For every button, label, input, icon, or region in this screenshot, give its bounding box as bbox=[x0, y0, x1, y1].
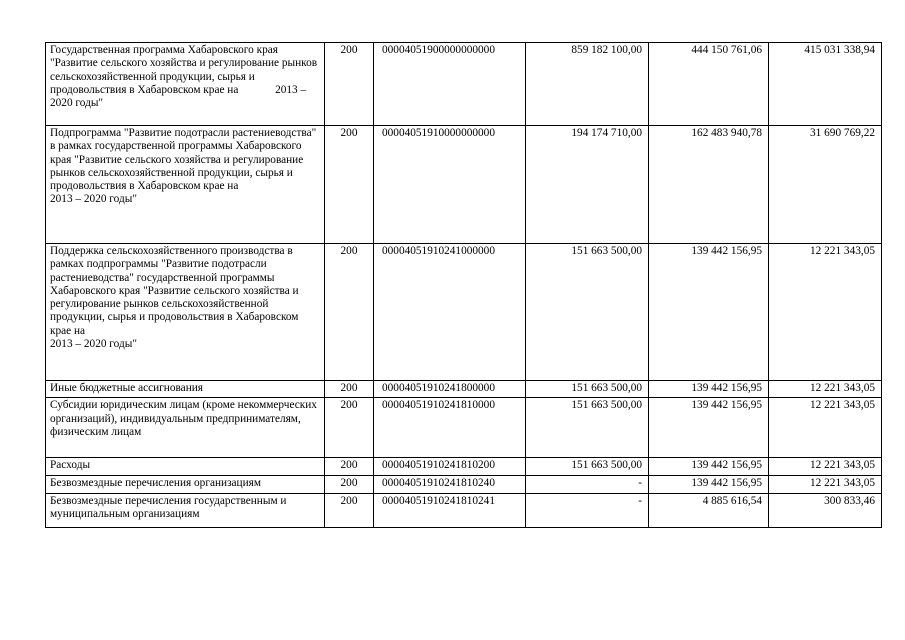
row-fact-cell: 139 442 156,95 bbox=[649, 381, 769, 398]
row-name-cell: Иные бюджетные ассигнования bbox=[46, 381, 325, 398]
row-kbk-cell: 00004051910000000000 bbox=[374, 126, 526, 244]
row-name-cell: Субсидии юридическим лицам (кроме некоммерческих организаций), индивидуальным предпринимателям, физическим лицам bbox=[46, 398, 325, 458]
row-kbk-cell: 00004051910241810200 bbox=[374, 458, 526, 476]
row-code-cell: 200 bbox=[325, 493, 374, 527]
row-kbk-cell: 00004051910241000000 bbox=[374, 244, 526, 381]
row-kbk-cell: 00004051910241810000 bbox=[374, 398, 526, 458]
row-plan-cell: 151 663 500,00 bbox=[526, 458, 649, 476]
row-fact-cell: 162 483 940,78 bbox=[649, 126, 769, 244]
row-fact-cell: 139 442 156,95 bbox=[649, 458, 769, 476]
table-row bbox=[46, 493, 882, 527]
row-name-cell: Поддержка сельскохозяйственного производства в рамках подпрограммы "Развитие подотрасли растениеводства" государственной программы Хабаровского края "Развитие сельского хозяйства и регулирование рынков сельскохозяйственной продукции, сырья и продовольствия в Хабаровском крае на 2013 – 2020 годы" bbox=[46, 244, 325, 381]
row-plan-cell: 859 182 100,00 bbox=[526, 43, 649, 126]
row-kbk-cell: 00004051900000000000 bbox=[374, 43, 526, 126]
table-row bbox=[46, 244, 882, 381]
table-row bbox=[46, 126, 882, 244]
row-name-cell: Государственная программа Хабаровского края "Развитие сельского хозяйства и регулирование рынков сельскохозяйственной продукции, сырья и продовольствия в Хабаровском крае на 2013 – 2020 годы" bbox=[46, 43, 325, 126]
row-code-cell: 200 bbox=[325, 381, 374, 398]
row-plan-cell: 194 174 710,00 bbox=[526, 126, 649, 244]
row-plan-cell: 151 663 500,00 bbox=[526, 244, 649, 381]
row-name-cell: Подпрограмма "Развитие подотрасли растениеводства" в рамках государственной программы Хабаровского края "Развитие сельского хозяйства и регулирование рынков сельскохозяйственной продукции, сырья и продовольствия в Хабаровском крае на 2013 – 2020 годы" bbox=[46, 126, 325, 244]
row-fact-cell: 139 442 156,95 bbox=[649, 244, 769, 381]
row-kbk-cell: 00004051910241810241 bbox=[374, 493, 526, 527]
row-code-cell: 200 bbox=[325, 244, 374, 381]
row-rest-cell: 12 221 343,05 bbox=[769, 458, 882, 476]
row-code-cell: 200 bbox=[325, 458, 374, 476]
row-rest-cell: 31 690 769,22 bbox=[769, 126, 882, 244]
budget-table bbox=[45, 42, 882, 528]
row-plan-cell: - bbox=[526, 493, 649, 527]
row-fact-cell: 139 442 156,95 bbox=[649, 398, 769, 458]
row-rest-cell: 12 221 343,05 bbox=[769, 244, 882, 381]
row-plan-cell: 151 663 500,00 bbox=[526, 381, 649, 398]
row-kbk-cell: 00004051910241800000 bbox=[374, 381, 526, 398]
table-row bbox=[46, 381, 882, 398]
table-row bbox=[46, 458, 882, 476]
table-row bbox=[46, 398, 882, 458]
row-rest-cell: 300 833,46 bbox=[769, 493, 882, 527]
table-row bbox=[46, 476, 882, 493]
row-rest-cell: 12 221 343,05 bbox=[769, 381, 882, 398]
row-plan-cell: 151 663 500,00 bbox=[526, 398, 649, 458]
row-name-cell: Безвозмездные перечисления государственным и муниципальным организациям bbox=[46, 493, 325, 527]
row-name-cell: Расходы bbox=[46, 458, 325, 476]
row-name-cell: Безвозмездные перечисления организациям bbox=[46, 476, 325, 493]
row-kbk-cell: 00004051910241810240 bbox=[374, 476, 526, 493]
row-code-cell: 200 bbox=[325, 126, 374, 244]
row-fact-cell: 139 442 156,95 bbox=[649, 476, 769, 493]
row-code-cell: 200 bbox=[325, 43, 374, 126]
row-rest-cell: 12 221 343,05 bbox=[769, 398, 882, 458]
row-plan-cell: - bbox=[526, 476, 649, 493]
row-rest-cell: 415 031 338,94 bbox=[769, 43, 882, 126]
row-fact-cell: 4 885 616,54 bbox=[649, 493, 769, 527]
table-row bbox=[46, 43, 882, 126]
row-fact-cell: 444 150 761,06 bbox=[649, 43, 769, 126]
row-code-cell: 200 bbox=[325, 398, 374, 458]
row-rest-cell: 12 221 343,05 bbox=[769, 476, 882, 493]
row-code-cell: 200 bbox=[325, 476, 374, 493]
